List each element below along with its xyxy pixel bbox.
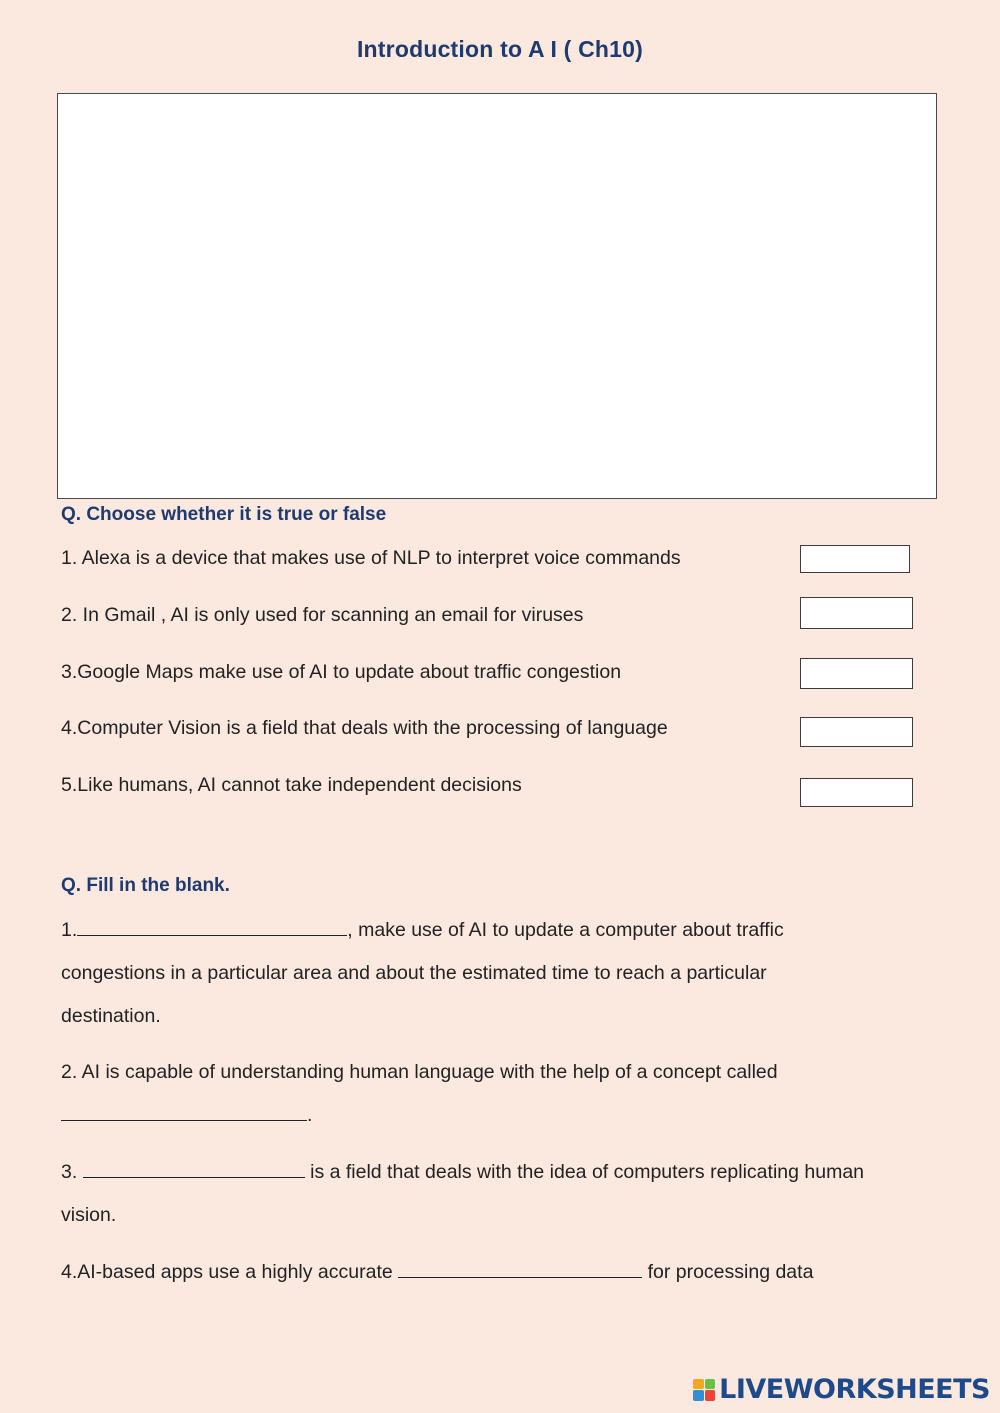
- tf-answer-5-input[interactable]: [800, 778, 913, 807]
- fb-question-1-line-3: destination.: [61, 1005, 161, 1027]
- tf-question-1: 1. Alexa is a device that makes use of NLP to interpret voice commands: [61, 547, 681, 569]
- fb-q3-blank[interactable]: [83, 1161, 305, 1178]
- fb-q4-blank[interactable]: [398, 1261, 642, 1278]
- fill-blank-heading: Q. Fill in the blank.: [61, 875, 230, 896]
- liveworksheets-logo-text: LIVEWORKSHEETS: [719, 1374, 990, 1405]
- tf-answer-3-input[interactable]: [800, 658, 913, 689]
- liveworksheets-logo-icon: [693, 1379, 715, 1401]
- tf-answer-4-input[interactable]: [800, 717, 913, 747]
- fb-q1-blank[interactable]: [77, 919, 347, 936]
- fb-q4-after: for processing data: [647, 1261, 814, 1283]
- tf-question-3: 3.Google Maps make use of AI to update about traffic congestion: [61, 661, 622, 683]
- fb-q3-after: is a field that deals with the idea of computers replicating human: [310, 1161, 865, 1183]
- fb-q1-prefix: 1.: [61, 919, 78, 941]
- tf-question-4: 4.Computer Vision is a field that deals with the processing of language: [61, 717, 668, 739]
- image-placeholder: [57, 93, 937, 499]
- fb-question-2-line-1: 2. AI is capable of understanding human language with the help of a concept called: [61, 1061, 778, 1083]
- fb-q4-before: 4.AI-based apps use a highly accurate: [61, 1261, 393, 1283]
- tf-answer-2-input[interactable]: [800, 597, 913, 629]
- fb-q2-blank[interactable]: [61, 1104, 307, 1121]
- tf-question-5: 5.Like humans, AI cannot take independent decisions: [61, 774, 522, 796]
- fb-question-1-line-2: congestions in a particular area and about the estimated time to reach a particular: [61, 962, 767, 984]
- fb-q2-end: .: [307, 1104, 313, 1126]
- tf-question-2: 2. In Gmail , AI is only used for scanning an email for viruses: [61, 604, 584, 626]
- page-title: Introduction to A I ( Ch10): [356, 36, 644, 62]
- tf-answer-1-input[interactable]: [800, 545, 910, 573]
- fb-question-1-line-1: [61, 919, 784, 942]
- fb-question-2-line-2: [61, 1104, 312, 1127]
- fb-question-4-line-1: [61, 1261, 813, 1284]
- fb-question-3-line-2: vision.: [61, 1204, 117, 1226]
- fb-question-3-line-1: [61, 1161, 864, 1184]
- true-false-heading: Q. Choose whether it is true or false: [61, 504, 387, 525]
- fb-q3-prefix: 3.: [61, 1161, 78, 1183]
- fb-q1-after: , make use of AI to update a computer about traffic: [347, 919, 784, 941]
- liveworksheets-logo: [693, 1374, 990, 1405]
